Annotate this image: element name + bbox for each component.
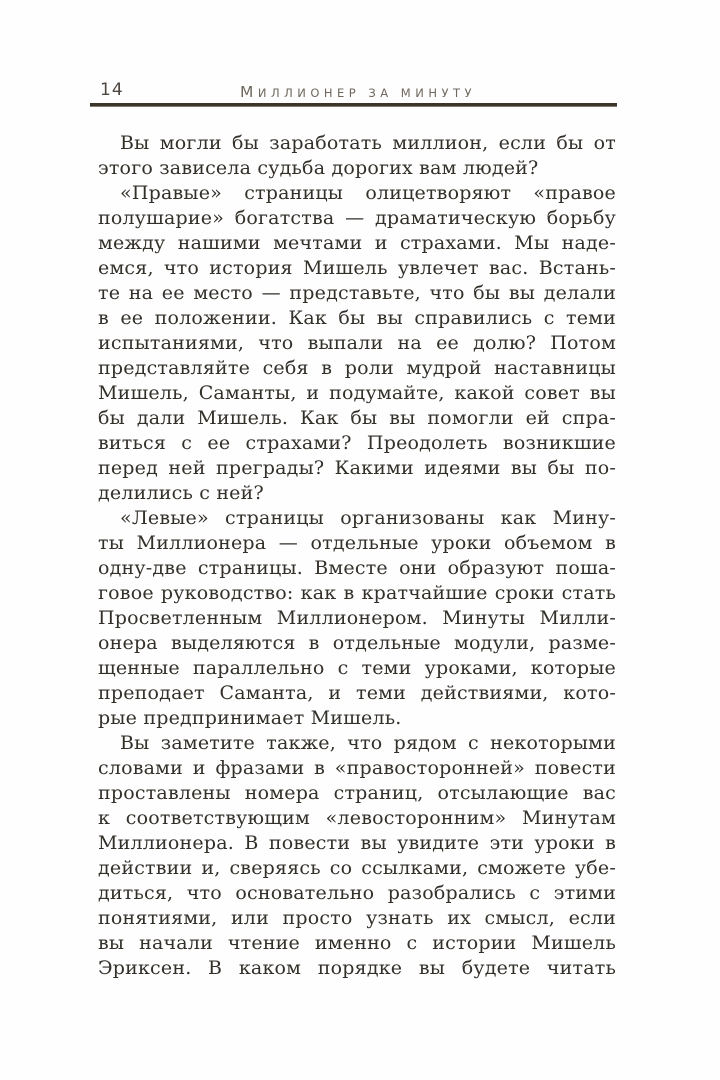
- text-line: рые предпринимает Мишель.: [98, 707, 402, 729]
- text-line: полушарие» богатства — драматическую борьбу: [98, 207, 616, 229]
- text-line: испытаниями, что выпали на ее долю? Потом: [98, 332, 616, 354]
- text-line: говое руководство: как в кратчайшие сроки стать: [98, 582, 616, 604]
- text-line: ты Миллионера — отдельные уроки объемом в: [98, 532, 616, 554]
- page-body: [98, 131, 616, 981]
- text-line: вы начали чтение именно с истории Мишель: [98, 932, 616, 954]
- paragraph: [98, 731, 616, 981]
- text-line: словами и фразами в «правосторонней» повести: [98, 757, 616, 779]
- text-line: к соответствующим «левосторонним» Минутам: [98, 807, 616, 829]
- text-line: перед ней преграды? Какими идеями вы бы по-: [98, 457, 616, 479]
- text-line: емся, что история Мишель увлечет вас. Встань-: [98, 257, 616, 279]
- text-line: этого зависела судьба дорогих вам людей?: [98, 157, 539, 179]
- text-line: одну-две страницы. Вместе они образуют поша-: [98, 557, 616, 579]
- text-line: Вы могли бы заработать миллион, если бы от: [120, 132, 616, 154]
- text-line: те на ее место — представьте, что бы вы делали: [98, 282, 616, 304]
- text-line: проставлены номера страниц, отсылающие вас: [98, 782, 616, 804]
- page-number: 14: [100, 80, 124, 100]
- text-line: онера выделяются в отдельные модули, разме-: [98, 632, 616, 654]
- page-header: [98, 78, 618, 104]
- text-line: щенные параллельно с теми уроками, которые: [98, 657, 616, 679]
- text-line: в ее положении. Как бы вы справились с теми: [98, 307, 616, 329]
- text-line: представляйте себя в роли мудрой наставницы: [98, 357, 616, 379]
- text-line: бы дали Мишель. Как бы вы помогли ей спра-: [98, 407, 616, 429]
- text-line: Миллионера. В повести вы увидите эти уроки в: [98, 832, 616, 854]
- paragraph: [98, 131, 616, 181]
- text-line: Эриксен. В каком порядке вы будете читать: [98, 957, 616, 979]
- text-line: диться, что основательно разобрались с этими: [98, 882, 616, 904]
- header-rule: [90, 103, 617, 107]
- paragraph: [98, 506, 616, 731]
- text-line: виться с ее страхами? Преодолеть возникшие: [98, 432, 616, 454]
- text-line: Мишель, Саманты, и подумайте, какой совет вы: [98, 382, 616, 404]
- paragraph: [98, 181, 616, 506]
- text-line: Вы заметите также, что рядом с некоторыми: [120, 732, 616, 754]
- text-line: между нашими мечтами и страхами. Мы наде-: [98, 232, 616, 254]
- text-line: «Левые» страницы организованы как Мину-: [120, 507, 616, 529]
- text-line: преподает Саманта, и теми действиями, кото-: [98, 682, 616, 704]
- text-line: понятиями, или просто узнать их смысл, если: [98, 907, 616, 929]
- running-title: МИЛЛИОНЕР ЗА МИНУТУ: [239, 83, 477, 101]
- text-line: действии и, сверяясь со ссылками, сможете убе-: [98, 857, 616, 879]
- text-line: Просветленным Миллионером. Минуты Милли-: [98, 607, 616, 629]
- text-line: «Правые» страницы олицетворяют «правое: [120, 182, 616, 204]
- text-line: делились с ней?: [98, 482, 264, 504]
